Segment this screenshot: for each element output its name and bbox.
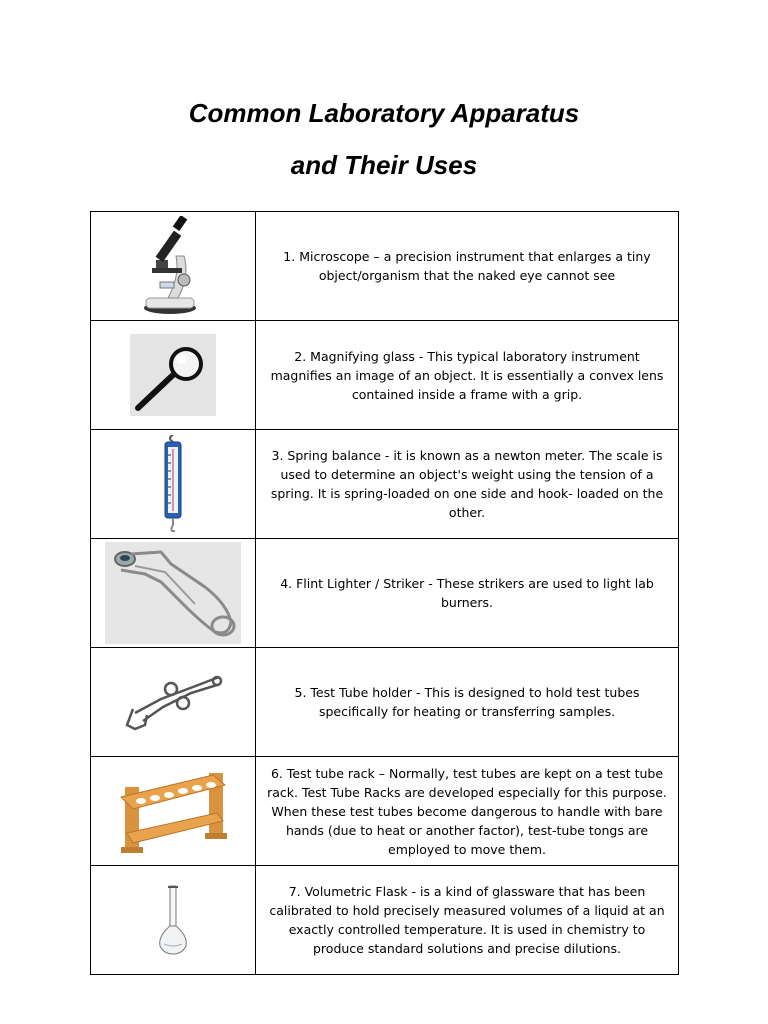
page-title-line-1: Common Laboratory Apparatus	[188, 98, 580, 128]
flint-lighter-icon	[105, 542, 241, 644]
table-row	[91, 321, 679, 430]
table-row	[91, 866, 679, 975]
description-cell: 4. Flint Lighter / Striker - These strikers are used to light lab burners.	[256, 539, 679, 648]
table-row	[91, 539, 679, 648]
image-cell	[91, 866, 256, 975]
image-cell	[91, 212, 256, 321]
description-cell: 3. Spring balance - it is known as a newton meter. The scale is used to determine an object's weight using the tension of a spring. It is spring-loaded on one side and hook- loaded on the other.	[256, 430, 679, 539]
microscope-icon	[138, 216, 208, 316]
apparatus-table	[90, 211, 679, 975]
description-cell: 6. Test tube rack – Normally, test tubes are kept on a test tube rack. Test Tube Racks are developed especially for this purpose. When these test tubes become dangerous to handle with bare hands (due to heat or another factor), test-tube tongs are employed to move them.	[256, 757, 679, 866]
page-title-line-2: and Their Uses	[290, 150, 478, 180]
description-cell: 1. Microscope – a precision instrument that enlarges a tiny object/organism that the naked eye cannot see	[256, 212, 679, 321]
description-cell: 5. Test Tube holder - This is designed to hold test tubes specifically for heating or transferring samples.	[256, 648, 679, 757]
table-row	[91, 648, 679, 757]
image-cell	[91, 757, 256, 866]
test-tube-rack-icon	[117, 767, 229, 855]
table-row	[91, 430, 679, 539]
image-cell	[91, 648, 256, 757]
test-tube-holder-icon	[121, 669, 225, 735]
image-cell	[91, 321, 256, 430]
table-row	[91, 212, 679, 321]
volumetric-flask-icon	[156, 884, 190, 956]
table-row	[91, 757, 679, 866]
spring-balance-icon	[158, 435, 188, 533]
magnifying-glass-icon	[130, 334, 216, 416]
image-cell	[91, 430, 256, 539]
description-cell: 2. Magnifying glass - This typical laboratory instrument magnifies an image of an object. It is essentially a convex lens contained inside a frame with a grip.	[256, 321, 679, 430]
description-cell: 7. Volumetric Flask - is a kind of glassware that has been calibrated to hold precisely measured volumes of a liquid at an exactly controlled temperature. It is used in chemistry to produce standard solutions and precise dilutions.	[256, 866, 679, 975]
image-cell	[91, 539, 256, 648]
